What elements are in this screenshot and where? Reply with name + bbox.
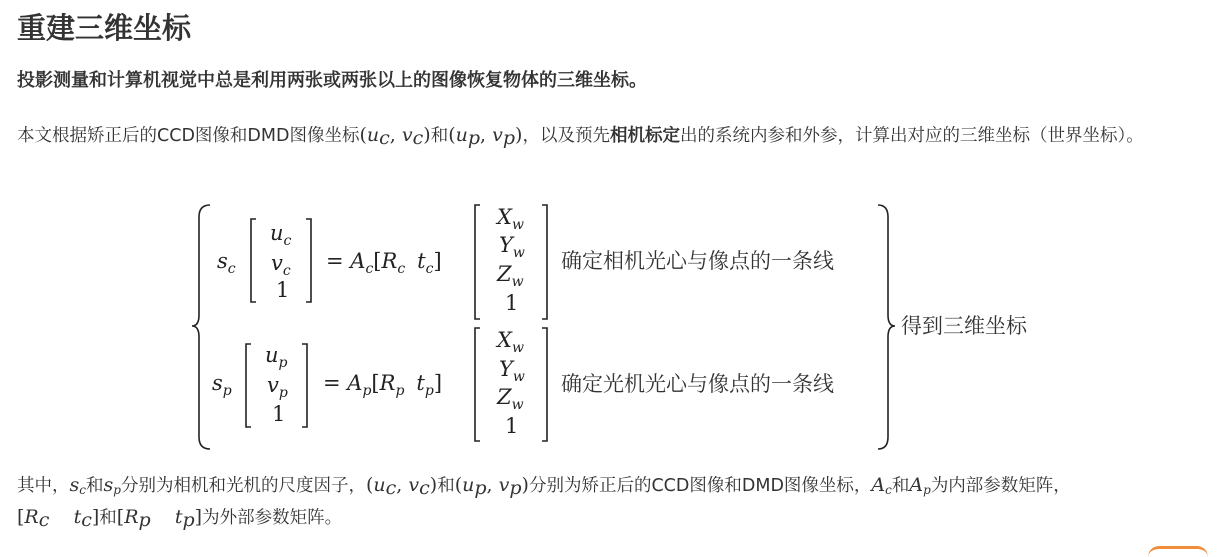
expl-text-6: 和 <box>891 476 910 496</box>
math-a-p: $A_p$ <box>909 474 931 497</box>
math-rt-p: [$R_p$ $t_p$] <box>116 506 203 531</box>
camera-calibration-link[interactable]: 相机标定 <box>609 126 680 146</box>
v-c: $v_c$ <box>271 251 291 279</box>
intro-text-4: 出的系统内参和外参，计算出对应的三维坐标（世界坐标）。 <box>679 126 1144 146</box>
intro-text-3: ，以及预先 <box>522 126 610 146</box>
one: 1 <box>505 291 519 315</box>
expl-text-1: 其中， <box>17 476 70 496</box>
lead-paragraph: 投影测量和计算机视觉中总是利用两张或两张以上的图像恢复物体的三维坐标。 <box>17 70 647 91</box>
bracket <box>475 328 480 441</box>
one: 1 <box>505 414 519 438</box>
row1-note: 确定相机光心与像点的一条线 <box>561 249 834 273</box>
rhs-1: = $A_c[R_c$ $t_c$] <box>326 249 442 277</box>
result-note: 得到三维坐标 <box>901 314 1027 338</box>
v-p: $v_p$ <box>267 373 288 401</box>
math-rt-c: [$R_c$ $t_c$] <box>17 506 100 531</box>
one: 1 <box>276 278 290 302</box>
left-brace <box>192 205 210 449</box>
bracket <box>542 205 547 319</box>
y-w: $Y_w$ <box>499 357 525 385</box>
intro-paragraph <box>17 120 1222 152</box>
rhs-2: = $A_p[R_p$ $t_p$] <box>323 371 443 399</box>
expl-text-5: 分别为矫正后的CCD图像和DMD图像坐标， <box>528 476 872 496</box>
explanation-paragraph <box>17 470 1222 534</box>
math-s-p: $s_p$ <box>103 474 121 497</box>
s-p: $s_p$ <box>212 371 232 399</box>
u-p: $u_p$ <box>265 343 288 371</box>
math-ccd-coord: ($u_c$, $v_c$) <box>365 474 438 499</box>
y-w: $Y_w$ <box>499 233 525 261</box>
expl-text-8: 和 <box>99 508 117 528</box>
math-dmd-coord: ($u_p$, $v_p$) <box>448 124 523 149</box>
bracket <box>246 344 251 427</box>
math-dmd-coord: ($u_p$, $v_p$) <box>454 474 529 499</box>
x-w: $X_w$ <box>497 328 524 356</box>
intro-text-2: 和 <box>430 126 449 146</box>
math-ccd-coord: ($u_c$, $v_c$) <box>359 124 431 149</box>
expl-text-4: 和 <box>437 476 455 496</box>
bracket <box>475 205 480 319</box>
math-s-c: $s_c$ <box>69 474 86 497</box>
expl-text-7: 为内部参数矩阵， <box>930 476 1071 496</box>
u-c: $u_c$ <box>270 221 292 249</box>
bracket <box>251 219 256 302</box>
row2-note: 确定光机光心与像点的一条线 <box>561 372 834 396</box>
z-w: $Z_w$ <box>497 385 524 413</box>
bracket <box>542 328 547 441</box>
x-w: $X_w$ <box>497 205 524 233</box>
intro-text-1: 本文根据矫正后的CCD图像和DMD图像坐标 <box>17 126 360 146</box>
right-brace <box>878 205 895 449</box>
s-c: $s_c$ <box>217 249 236 277</box>
bracket <box>306 219 311 302</box>
z-w: $Z_w$ <box>497 262 524 290</box>
bracket <box>302 344 307 427</box>
expl-text-2: 和 <box>86 476 104 496</box>
math-a-c: $A_c$ <box>871 474 892 497</box>
one: 1 <box>272 402 286 426</box>
expl-text-9: 为外部参数矩阵。 <box>202 508 343 528</box>
expl-text-3: 分别为相机和光机的尺度因子， <box>120 476 366 496</box>
page-title: 重建三维坐标 <box>17 11 192 45</box>
